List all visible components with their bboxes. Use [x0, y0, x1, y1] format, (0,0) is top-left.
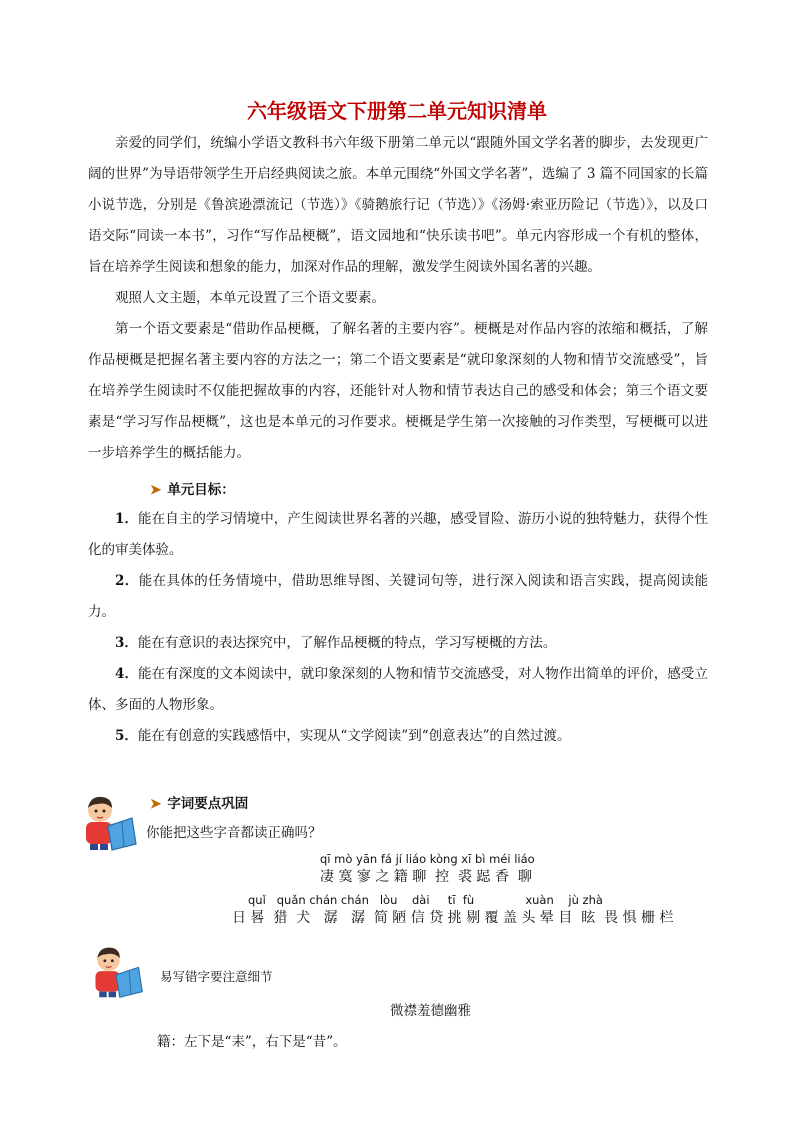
goal-item-2 [88, 566, 708, 628]
arrow-right-icon: ➤ [150, 796, 162, 812]
goal-text: 能在有意识的表达探究中，了解作品梗概的特点，学习写梗概的方法。 [137, 635, 557, 651]
intro-paragraph-2: 观照人文主题，本单元设置了三个语文要素。 [115, 290, 385, 306]
error-note: 籍：左下是“耒”，右下是“昔”。 [157, 1034, 347, 1050]
page-title: 六年级语文下册第二单元知识清单 [247, 99, 547, 123]
pinyin-line-1: qī mò yān fá jí liáo kòng xī bì méi liáo [320, 852, 535, 866]
goal-text: 能在有创意的实践感悟中，实现从“文学阅读”到“创意表达”的自然过渡。 [137, 728, 571, 744]
reading-child-icon [88, 943, 146, 1005]
goal-number: 4． [115, 666, 139, 682]
arrow-right-icon: ➤ [150, 482, 162, 498]
error-heading: 易写错字要注意细节 [160, 969, 273, 984]
hanzi-line-2: 日 晷 猎 犬 潺 潺 简 陋 信 贷 挑 剔 覆 盖 头 晕 目 眩 畏 惧 栅 栏 [232, 910, 674, 926]
pinyin-line-2: quǐ quǎn chán chán lòu dài tī fù xuàn jù zhà [248, 893, 603, 907]
goal-item-1 [88, 504, 708, 566]
goals-heading-label: 单元目标： [167, 482, 235, 498]
goal-number: 1． [115, 511, 139, 527]
words-heading-label: 字词要点巩固 [167, 796, 249, 812]
goal-text: 能在自主的学习情境中，产生阅读世界名著的兴趣，感受冒险、游历小说的独特魅力，获得个性化的审美体验。 [88, 511, 708, 558]
goal-text: 能在有深度的文本阅读中，就印象深刻的人物和情节交流感受，对人物作出简单的评价，感受立体、多面的人物形象。 [88, 666, 708, 713]
words-prompt: 你能把这些字音都读正确吗？ [146, 825, 322, 841]
goal-number: 3． [115, 635, 138, 651]
words-heading [150, 792, 248, 812]
intro-paragraph-1: 亲爱的同学们，统编小学语文教科书六年级下册第二单元以“跟随外国文学名著的脚步，去发现更广阔的世界”为导语带领学生开启经典阅读之旅。本单元围绕“外国文学名著”，选编了 3 篇不同国家的长篇小说节选，分别是《鲁滨逊漂流记（节选）》《骑鹅旅行记（节选）》《汤姆·索亚历险记（节选）》，以及口语交际“同读一本书”，习作“写作品梗概”，语文园地和“快乐读书吧”。单元内容形成一个有机的整体，旨在培养学生阅读和想象的能力，加深对作品的理解，激发学生阅读外国名著的兴趣。 [88, 135, 708, 275]
goal-item-4 [88, 659, 708, 721]
goals-heading [150, 478, 235, 498]
goal-text: 能在具体的任务情境中，借助思维导图、关键词句等，进行深入阅读和语言实践，提高阅读能力。 [88, 573, 708, 620]
hanzi-line-1: 凄 寞 寥 之 籍 聊 控 裘 跽 香 聊 [320, 869, 532, 885]
goal-number: 5． [115, 728, 138, 744]
intro-paragraph-3: 第一个语文要素是“借助作品梗概，了解名著的主要内容”。梗概是对作品内容的浓缩和概括，了解作品梗概是把握名著主要内容的方法之一；第二个语文要素是“就印象深刻的人物和情节交流感受”，旨在培养学生阅读时不仅能把握故事的内容，还能针对人物和情节表达自己的感受和体会；第三个语文要素是“学习写作品梗概”，这也是本单元的习作要求。梗概是学生第一次接触的习作类型，写梗概可以进一步培养学生的概括能力。 [88, 321, 708, 461]
reading-child-icon [78, 792, 140, 858]
error-chars: 微襟羞德幽雅 [390, 1003, 471, 1019]
goal-item-3 [88, 628, 708, 659]
goal-item-5 [88, 721, 708, 752]
goal-number: 2． [115, 573, 139, 589]
